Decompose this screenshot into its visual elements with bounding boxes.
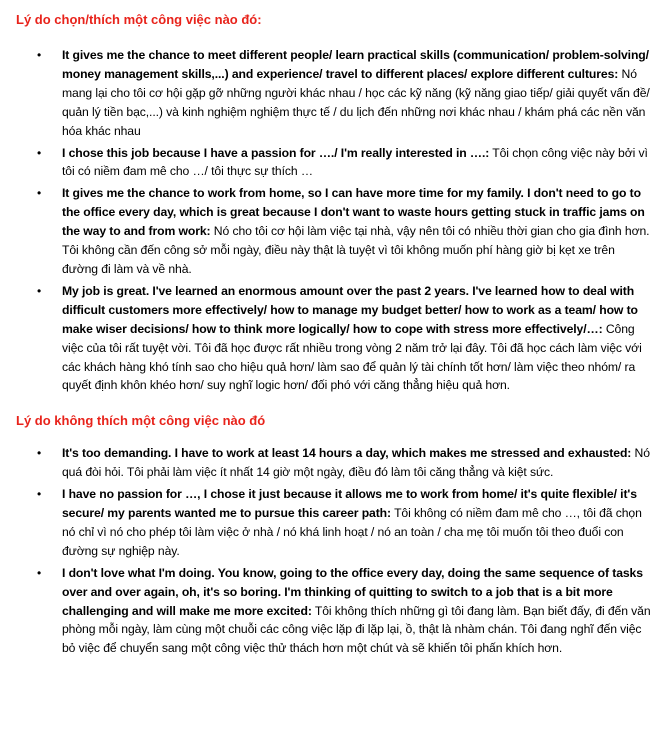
vietnamese-text: Nó cho tôi cơ hội làm việc tại nhà, vậy nên tôi có nhiều thời gian cho gia đình hơn. Tôi không cần đến công sở mỗi ngày, điều này thật là tuyệt vì tôi không muốn phí hàng giờ bị kẹt xe trên đường đi làm và về nhà. [62, 224, 650, 276]
english-text: It gives me the chance to work from home, so I can have more time for my family. I don't need to go to the office every day, which is great because I don't want to waste hours getting stuck in traffic jams on the way to and from work: [62, 186, 645, 239]
english-text: It gives me the chance to meet different people/ learn practical skills (communication/ problem-solving/ money management skills,...) and experience/ travel to different places/ explore different cultures: [62, 48, 649, 81]
vietnamese-text: Tôi không có niềm đam mê cho …, tôi đã chọn nó chỉ vì nó cho phép tôi làm việc ở nhà / nó khá linh hoạt / nó an toàn / cha mẹ tôi muốn tôi theo đuổi con đường sự nghiệp này. [62, 506, 642, 558]
bullet-icon: • [37, 48, 42, 62]
list-item [37, 184, 654, 279]
vietnamese-text: Công việc của tôi rất tuyệt vời. Tôi đã học được rất nhiều trong vòng 2 năm trở lại đây. Tôi đã học cách làm việc với các khách hàng khó tính sao cho hiệu quả hơn/ làm sao để quản lý tài chính tốt hơn/ làm việc theo nhóm/ ra quyết định khôn khéo hơn/ suy nghĩ logic hơn/ đối phó với căng thẳng hiệu quả hơn. [62, 321, 642, 393]
english-text: I chose this job because I have a passion for …./ I'm really interested in ….: [62, 145, 490, 160]
list-item [37, 485, 654, 561]
bullet-list-dislikes [16, 444, 654, 658]
english-text: I don't love what I'm doing. You know, going to the office every day, doing the same sequence of tasks over and over again, oh, it's so boring. I'm thinking of quitting to switch to a job that is a bit more challenging and will make me more excited: [62, 565, 643, 618]
list-item [37, 144, 654, 182]
list-item [37, 46, 654, 141]
section-heading-likes: Lý do chọn/thích một công việc nào đó: [16, 12, 262, 27]
bullet-icon: • [37, 186, 42, 201]
bullet-icon: • [37, 145, 42, 160]
bullet-icon: • [37, 446, 42, 461]
list-item [37, 282, 654, 395]
vietnamese-text: Tôi không thích những gì tôi đang làm. Bạn biết đấy, đi đến văn phòng mỗi ngày, làm cùng một chuỗi các công việc lặp đi lặp lại, ồ, thật là nhàm chán. Tôi đang nghĩ đến việc bỏ việc để chuyển sang một công việc thử thách hơn một chút và sẽ khiến tôi phấn khích hơn. [62, 603, 651, 656]
bullet-list-likes [16, 46, 654, 395]
english-text: It's too demanding. I have to work at least 14 hours a day, which makes me stressed and exhausted: [62, 446, 632, 461]
list-item [37, 564, 654, 659]
english-text: I have no passion for …, I chose it just because it allows me to work from home/ it's quite flexible/ it's secure/ my parents wanted me to pursue this career path: [62, 487, 637, 521]
vietnamese-text: Nó quá đòi hỏi. Tôi phải làm việc ít nhất 14 giờ một ngày, điều đó làm tôi căng thẳng và kiệt sức. [62, 446, 650, 480]
section-heading-dislikes: Lý do không thích một công việc nào đó [16, 413, 266, 429]
bullet-icon: • [37, 283, 42, 298]
vietnamese-text: Nó mang lại cho tôi cơ hội gặp gỡ những người khác nhau / học các kỹ năng (kỹ năng giao tiếp/ giải quyết vấn đề/ quản lý tiền bạc,...) và kinh nghiệm nghiệm thực tế / du lịch đến những nơi khác nhau / khám phá các nền văn hóa khác nhau [62, 66, 650, 138]
list-item [37, 444, 654, 482]
bullet-icon: • [37, 565, 42, 580]
bullet-icon: • [37, 487, 42, 502]
english-text: My job is great. I've learned an enormous amount over the past 2 years. I've learned how to deal with difficult customers more effectively/ how to manage my budget better/ how to work as a team/ how to make wiser decisions/ how to think more logically/ how to cope with stress more effectively/…: [62, 283, 638, 336]
vietnamese-text: Tôi chọn công việc này bởi vì tôi có niềm đam mê cho …/ tôi thực sự thích … [62, 145, 648, 179]
